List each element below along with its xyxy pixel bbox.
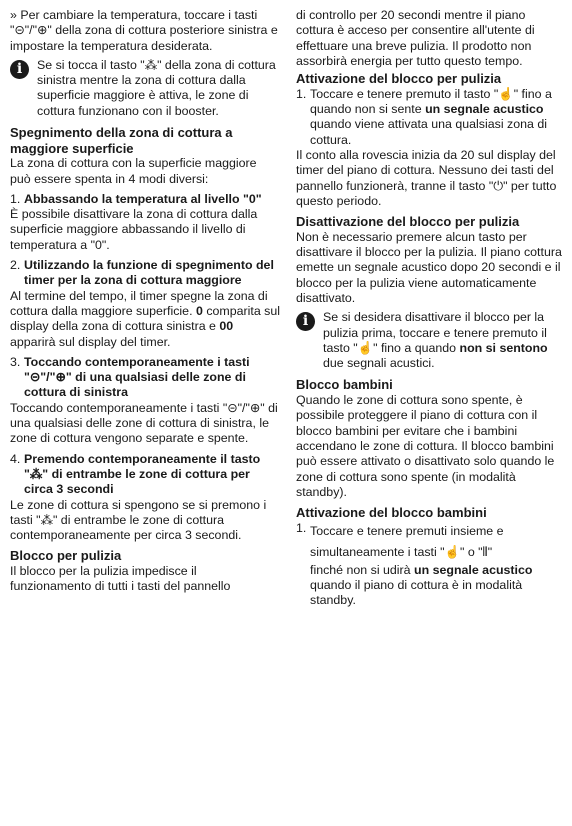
left-column [10, 8, 280, 826]
text-run: Al termine del tempo, il timer spegne la zona di cottura dalla maggiore superficie. [10, 288, 268, 318]
display-value: 0 [195, 303, 203, 318]
text-run: Toccare e tenere premuti insieme e [310, 523, 504, 538]
paragraph: Il conto alla rovescia inizia da 20 sul display del timer del piano di cottura. Nessuno dei tasti del pannello funzionerà, tranne il tasto "⏻" per tutto questo periodo. [296, 147, 557, 208]
list-number: 3. [10, 354, 21, 369]
list-label: Utilizzando la funzione di spegnimento del timer per la zona di cottura maggiore [24, 258, 274, 288]
intro-paragraph: » Per cambiare la temperatura, toccare i tasti "⊝"/"⊕" della zona di cottura posteriore sinistra e impostare la temperatura desiderata. [10, 8, 278, 53]
display-value: 00 [219, 319, 234, 334]
text-run: due segnali acustici. [323, 356, 435, 371]
note-text [323, 310, 564, 371]
paragraph: Il blocco per la pulizia impedisce il funzionamento di tutti i tasti del pannello [10, 563, 231, 594]
list-label: Premendo contemporaneamente il tasto "⁂" di entrambe le zone di cottura per circa 3 secondi [24, 451, 261, 497]
list-item [10, 452, 280, 498]
text-run: quando viene attivata una qualsiasi zona di cottura. [310, 117, 547, 147]
list-number: 1. [296, 520, 307, 535]
section-heading: Attivazione del blocco bambini [296, 505, 487, 521]
note-text: Se si tocca il tasto "⁂" della zona di cottura sinistra mentre la zona di cottura dalla superficie maggiore è attiva, le zone di cottura funzionano con il booster. [37, 57, 276, 118]
info-note-booster [10, 58, 280, 119]
paragraph: Le zone di cottura si spengono se si premono i tasti "⁂" di entrambe le zone di cottura contemporaneamente per circa 3 secondi. [10, 497, 267, 543]
section-heading: Disattivazione del blocco per pulizia [296, 214, 520, 230]
list-number: 4. [10, 451, 21, 466]
paragraph: Non è necessario premere alcun tasto per disattivare il blocco per la pulizia. Il piano cottura emette un segnale acustico dopo 20 secondi e il blocco per la pulizia viene automaticamente disattivato. [296, 229, 562, 305]
list-number: 1. [296, 86, 307, 101]
text-run: apparirà sul display del timer. [10, 334, 171, 349]
list-text [310, 87, 564, 148]
text-run: finché non si udirà [310, 562, 415, 577]
paragraph: La zona di cottura con la superficie maggiore può essere spenta in 4 modi diversi: [10, 156, 257, 186]
text-run: quando il piano di cottura è in modalità standby. [310, 577, 523, 608]
emphasis: non si sentono [459, 340, 548, 355]
list-item [10, 355, 280, 401]
emphasis: un segnale acustico [414, 562, 533, 577]
paragraph: Quando le zone di cottura sono spente, è possibile proteggere il piano di cottura con il blocco bambini per evitare che i bambini accendano le zone di cottura. Il blocco bambini può essere attivato o disattivato solo quando le zone di cottura sono spente (in modalità standby). [296, 393, 555, 499]
text-run: simultaneamente i tasti "☝" o "⫴" [310, 544, 493, 559]
text-run: Se si desidera disattivare il blocco per la pulizia prima, toccare e tenere premuto il tasto "☝" fino a quando [323, 310, 547, 355]
section-heading: Spegnimento della zona di cottura a maggiore superficie [10, 125, 233, 156]
right-column [296, 8, 564, 826]
info-note-cleaning [296, 310, 564, 371]
list-item [10, 258, 280, 289]
list-item [296, 87, 564, 148]
paragraph: Toccando contemporaneamente i tasti "⊝"/"⊕" di una qualsiasi delle zone di cottura di sinistra, le zone di cottura vengono separate e spente. [10, 400, 278, 446]
section-heading: Blocco bambini [296, 377, 393, 393]
list-number: 1. [10, 191, 21, 206]
list-label: Abbassando la temperatura al livello "0" [24, 191, 262, 206]
list-text [310, 521, 564, 609]
section-heading: Blocco per pulizia [10, 548, 122, 564]
info-icon: i [10, 60, 29, 79]
text-run: Toccare e tenere premuto il tasto "☝" fino a quando non si sente [310, 86, 552, 117]
emphasis: un segnale acustico [425, 102, 544, 117]
info-icon: i [296, 312, 315, 331]
paragraph: di controllo per 20 secondi mentre il piano cottura è acceso per consentire all'utente di effettuare una breve pulizia. Il prodotto non assorbirà energia per tutto questo tempo. [296, 8, 535, 68]
list-label: Toccando contemporaneamente i tasti "⊝"/"⊕" di una qualsiasi delle zone di cottura di sinistra [24, 354, 250, 400]
list-item [10, 192, 280, 207]
paragraph [10, 289, 280, 350]
paragraph: È possibile disattivare la zona di cottura dalla superficie maggiore abbassando il livello di temperatura a "0". [10, 207, 258, 252]
list-number: 2. [10, 258, 21, 273]
list-item [296, 521, 564, 609]
section-heading: Attivazione del blocco per pulizia [296, 71, 502, 87]
text-run: comparita sul display della zona di cottura sinistra e [10, 303, 281, 334]
